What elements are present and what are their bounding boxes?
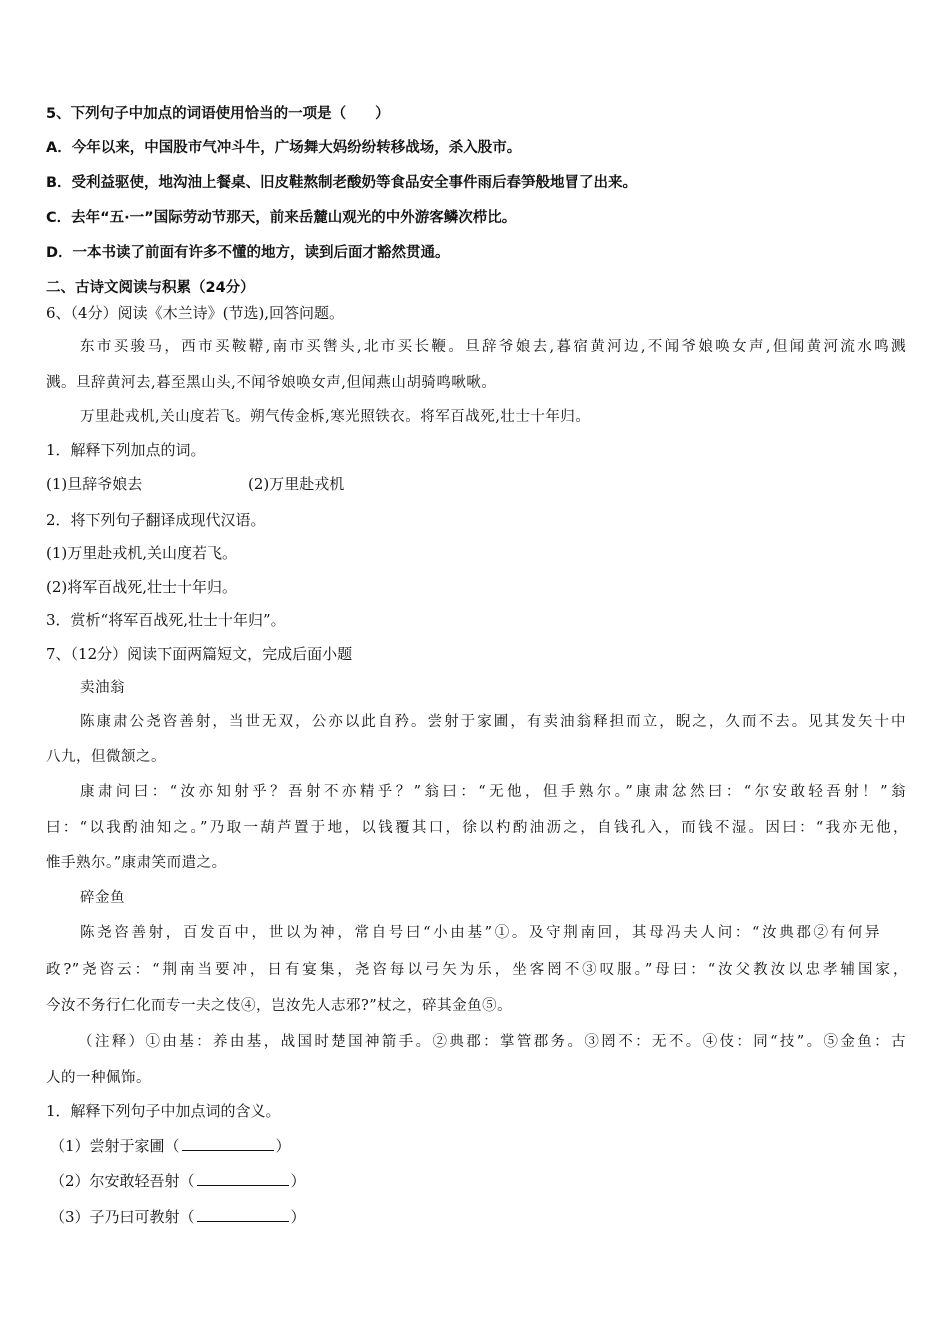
q7-p3-line-2: 政?”尧咨云：“荆南当要冲，日有宴集，尧咨每以弓矢为乐，坐客罔不③叹服。”母曰：“汝父教汝以忠孝辅国家，	[46, 962, 908, 978]
q5-option-c: C．去年“五·一”国际劳动节那天，前来岳麓山观光的中外游客鳞次栉比。	[46, 210, 517, 226]
q6-sub2: 2．将下列句子翻译成现代汉语。	[46, 511, 266, 529]
q7-note-line-1: （注释）①由基：养由基，战国时楚国神箭手。②典郡：掌管郡务。③罔不：无不。④伎：同“技”。⑤金鱼：古	[78, 1034, 906, 1050]
q7-p1-line-1: 陈康肃公尧咨善射，当世无双，公亦以此自矜。尝射于家圃，有卖油翁释担而立，睨之，久而不去。见其发矢十中	[80, 714, 906, 730]
q7-sub1-b-text: （2）尔安敢轻吾射（	[50, 1172, 195, 1190]
q5-option-d: D．一本书读了前面有许多不懂的地方，读到后面才豁然贯通。	[46, 245, 450, 261]
answer-blank-3[interactable]	[197, 1207, 289, 1222]
q7-p2-line-2: 曰：“以我酌油知之。”乃取一葫芦置于地，以钱覆其口，徐以杓酌油沥之，自钱孔入，而钱不湿。因曰：“我亦无他，	[46, 820, 908, 836]
paren-close: ）	[275, 1137, 291, 1155]
q5-option-b: B．受利益驱使，地沟油上餐桌、旧皮鞋熬制老酸奶等食品安全事件雨后春笋般地冒了出来。	[46, 175, 638, 191]
paren-close: ）	[290, 1208, 306, 1226]
q7-title-maiyouweng: 卖油翁	[80, 680, 125, 696]
q6-sub1-a: (1)旦辞爷娘去	[46, 475, 143, 493]
paren-close: ）	[290, 1172, 306, 1190]
q7-p1-line-2: 八九，但微颔之。	[46, 749, 166, 765]
q7-sub1-a	[50, 1136, 291, 1156]
q6-sub1: 1．解释下列加点的词。	[46, 441, 206, 459]
q6-poem-line-1: 东市买骏马，西市买鞍鞯,南市买辔头,北市买长鞭。旦辞爷娘去,暮宿黄河边,不闻爷娘唤女声,但闻黄河流水鸣溅	[80, 339, 906, 355]
q7-p3-line-1: 陈尧咨善射，百发百中，世以为神，常自号曰“小由基”①。及守荆南回，其母冯夫人问：“汝典郡②有何异	[80, 925, 880, 941]
q7-sub1-a-text: （1）尝射于家圃（	[50, 1137, 180, 1155]
q7-p2-line-1: 康肃问曰：“汝亦知射乎？吾射不亦精乎？”翁曰：“无他，但手熟尔。”康肃忿然曰：“尔安敢轻吾射！”翁	[80, 784, 906, 800]
answer-blank-1[interactable]	[182, 1136, 274, 1151]
answer-blank-2[interactable]	[197, 1171, 289, 1186]
q6-sub2-b: (2)将军百战死,壮士十年归。	[46, 578, 238, 596]
q6-poem-line-2: 溅。旦辞黄河去,暮至黑山头,不闻爷娘唤女声,但闻燕山胡骑鸣啾啾。	[46, 375, 497, 391]
q6-poem-line-3: 万里赴戎机,关山度若飞。朔气传金柝,寒光照铁衣。将军百战死,壮士十年归。	[80, 409, 591, 425]
q6-stem: 6、（4分）阅读《木兰诗》(节选),回答问题。	[46, 304, 345, 322]
q6-sub3: 3．赏析“将军百战死,壮士十年归”。	[46, 611, 286, 629]
q7-sub1-b	[50, 1171, 306, 1191]
q5-stem: 5、下列句子中加点的词语使用恰当的一项是（ ）	[46, 106, 390, 122]
q7-sub1: 1．解释下列句子中加点词的含义。	[46, 1102, 281, 1120]
q5-option-a: A．今年以来，中国股市气冲斗牛，广场舞大妈纷纷转移战场，杀入股市。	[46, 140, 522, 156]
q6-sub2-a: (1)万里赴戎机,关山度若飞。	[46, 544, 238, 562]
q7-p3-line-3: 今汝不务行仁化而专一夫之伎④，岂汝先人志邪?”杖之，碎其金鱼⑤。	[46, 998, 513, 1014]
q7-sub1-c-text: （3）子乃曰可教射（	[50, 1208, 195, 1226]
q7-sub1-c	[50, 1207, 306, 1227]
q7-note-line-2: 人的一种佩饰。	[46, 1070, 151, 1086]
q7-title-suijinyu: 碎金鱼	[80, 890, 125, 906]
section2-title: 二、古诗文阅读与积累（24分）	[46, 280, 255, 296]
q7-p2-line-3: 惟手熟尔。”康肃笑而遣之。	[46, 855, 227, 871]
q6-sub1-b: (2)万里赴戎机	[248, 475, 345, 493]
q7-stem: 7、（12分）阅读下面两篇短文，完成后面小题	[46, 645, 353, 663]
